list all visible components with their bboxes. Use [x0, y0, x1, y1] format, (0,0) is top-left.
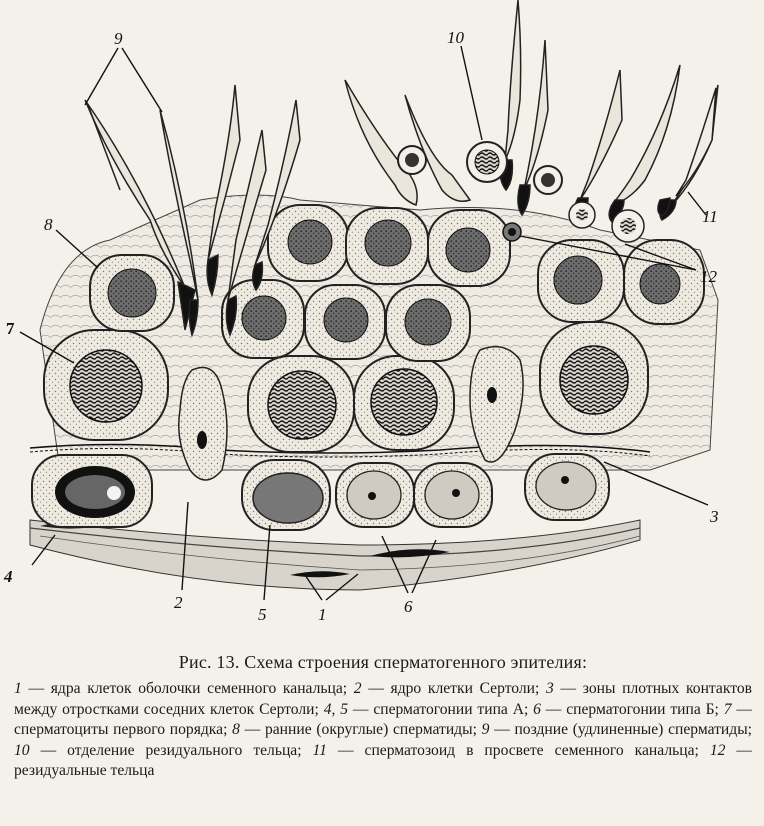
round-spermatid — [305, 285, 385, 359]
legend-item: 11 — сперматозоид в просвете семенного канальца; — [312, 741, 710, 759]
legend-item: 7 — сперматоциты первого порядка; — [14, 700, 752, 738]
callout-10: 10 — [447, 28, 464, 47]
legend-item: 12 — резидуальные тельца — [14, 741, 752, 779]
callout-1: 1 — [318, 605, 327, 624]
round-spermatid — [624, 240, 704, 324]
legend-item: 2 — ядро клетки Сертоли; — [353, 680, 547, 697]
callout-2: 2 — [174, 593, 183, 612]
spermatogonium-b — [336, 463, 414, 527]
round-spermatid — [346, 208, 428, 284]
caption-legend — [14, 679, 752, 782]
round-spermatid — [90, 255, 174, 331]
round-spermatid — [386, 285, 470, 361]
caption-title: Рис. 13. Схема строения сперматогенного эпителия: — [178, 652, 588, 672]
spermatogonium-a-dark — [32, 455, 152, 527]
callout-8: 8 — [44, 215, 53, 234]
spermatozoa-group — [345, 0, 718, 222]
round-spermatid — [538, 240, 624, 322]
callout-4: 4 — [4, 567, 13, 586]
legend-item: 4, 5 — сперматогонии типа А; — [323, 700, 534, 718]
callout-9: 9 — [114, 29, 123, 48]
callout-3: 3 — [710, 507, 719, 526]
legend-item: 6 — сперматогонии типа Б; — [533, 700, 724, 718]
round-spermatid — [268, 205, 348, 281]
spermatogonium-b — [525, 454, 609, 520]
primary-spermatocyte — [248, 356, 354, 452]
callout-7: 7 — [6, 319, 15, 338]
legend-item: 1 — ядра клеток оболочки семенного канальца; — [14, 680, 354, 697]
callout-11: 11 — [702, 207, 718, 226]
callout-12: 12 — [700, 267, 717, 286]
round-spermatid — [428, 210, 510, 286]
primary-spermatocyte — [44, 330, 168, 440]
legend-item: 3 — зоны плотных контактов между отростками соседних клеток Сертоли; — [14, 680, 752, 718]
legend-item: 8 — ранние (округлые) сперматиды; — [232, 721, 482, 738]
callout-6: 6 — [404, 597, 413, 616]
spermatogonium-b — [414, 463, 492, 527]
primary-spermatocyte — [354, 356, 454, 450]
callout-5: 5 — [258, 605, 267, 624]
spermatogonium-a-pale — [242, 460, 330, 530]
primary-spermatocyte — [540, 322, 648, 434]
figure-caption — [14, 652, 752, 782]
legend-item: 10 — отделение резидуального тельца; — [14, 741, 313, 759]
legend-item: 9 — поздние (удлиненные) сперматиды; — [481, 721, 753, 738]
